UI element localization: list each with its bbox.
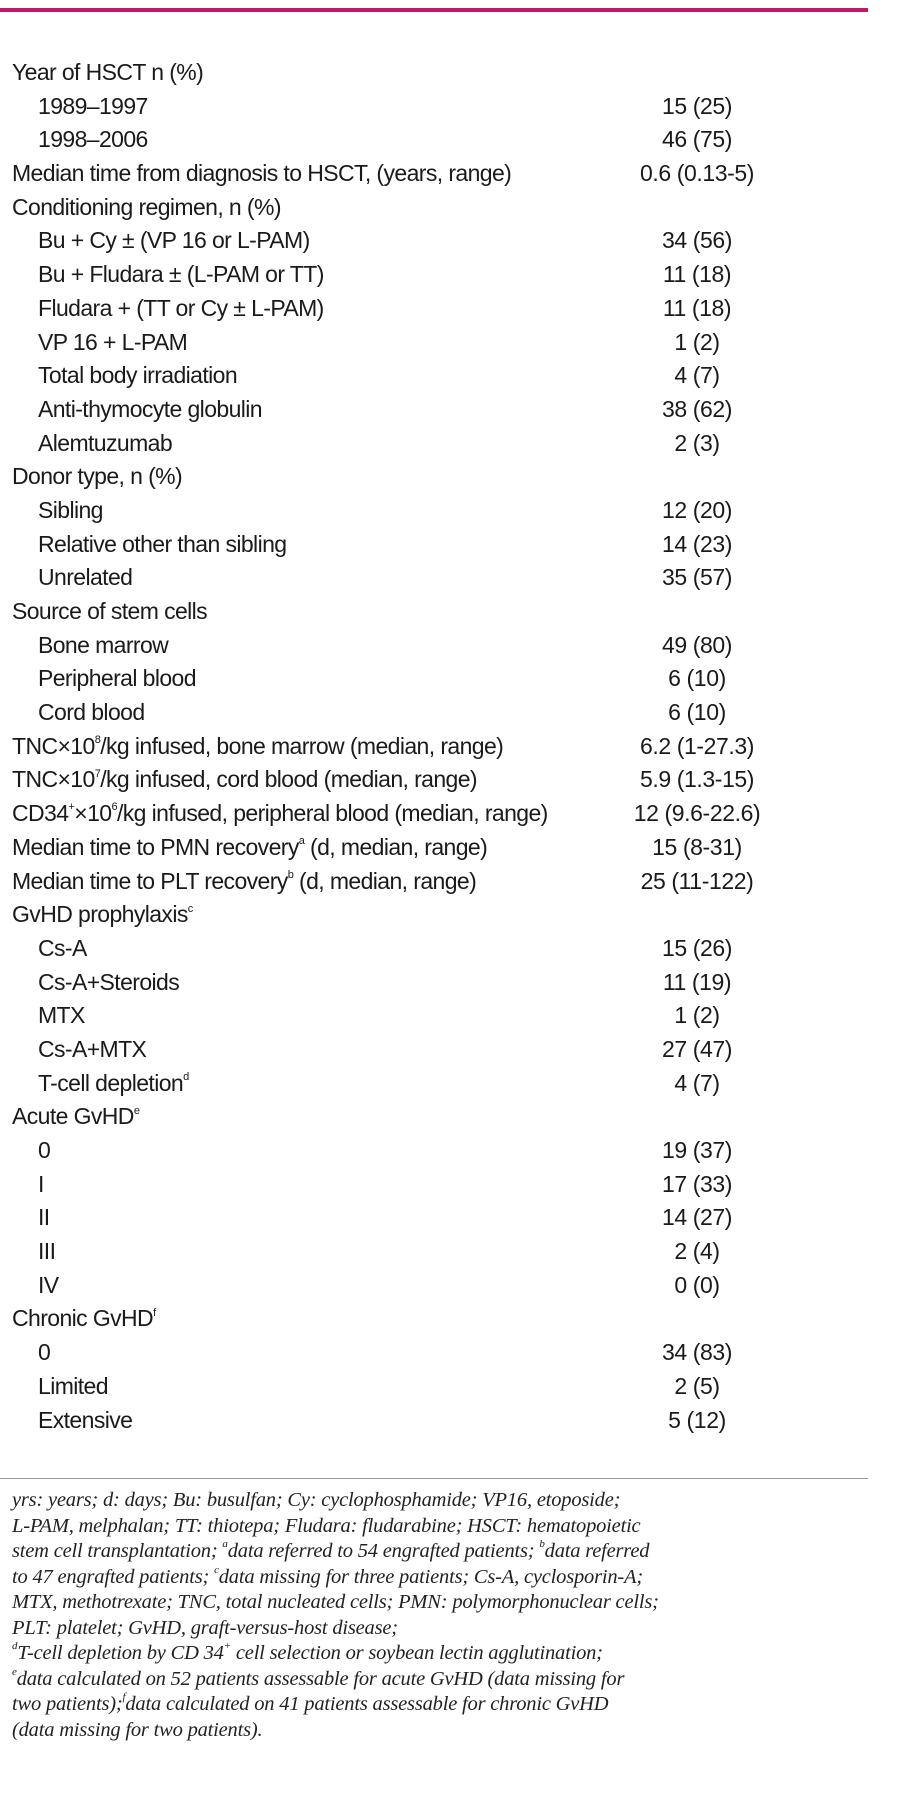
row-label bbox=[38, 561, 132, 595]
row-value: 17 (33) bbox=[661, 1170, 733, 1197]
table-row bbox=[12, 1370, 868, 1404]
row-value: 19 (37) bbox=[661, 1137, 733, 1163]
row-label bbox=[38, 1336, 50, 1370]
row-label bbox=[12, 1100, 139, 1134]
label-text: ×10 bbox=[74, 800, 112, 827]
row-label bbox=[12, 730, 503, 764]
row-label bbox=[12, 763, 477, 797]
label-superscript: b bbox=[287, 868, 294, 881]
footnote-text: data calculated on 52 patients assessable for acute GvHD (data missing for bbox=[16, 1667, 625, 1690]
row-value: 1 (2) bbox=[674, 1002, 720, 1029]
row-value: 11 (18) bbox=[662, 261, 732, 288]
row-label bbox=[12, 1302, 156, 1336]
footnote-marker: b bbox=[539, 1538, 545, 1551]
row-label bbox=[38, 932, 87, 966]
footnote-marker: f bbox=[122, 1691, 126, 1704]
table-row bbox=[12, 1302, 868, 1336]
row-label bbox=[38, 696, 145, 730]
characteristics-table bbox=[12, 56, 868, 1437]
row-value: 14 (23) bbox=[661, 530, 733, 557]
table-row bbox=[12, 662, 868, 696]
footnote-line bbox=[12, 1514, 852, 1540]
table-row bbox=[12, 696, 868, 730]
row-value: 4 (7) bbox=[674, 362, 720, 389]
row-label bbox=[38, 1370, 108, 1404]
table-row bbox=[12, 494, 868, 528]
row-value: 5.9 (1.3-15) bbox=[639, 766, 755, 793]
row-value: 34 (56) bbox=[661, 227, 733, 254]
row-label bbox=[38, 1235, 55, 1269]
table-footnotes bbox=[12, 1488, 852, 1743]
table-row bbox=[12, 1100, 868, 1134]
row-label bbox=[38, 528, 286, 562]
row-label bbox=[38, 1134, 50, 1168]
label-text: Bone marrow bbox=[38, 631, 169, 658]
footnote-marker: d bbox=[12, 1640, 18, 1653]
table-row bbox=[12, 56, 868, 90]
label-text: /kg infused, bone marrow (median, range) bbox=[100, 732, 504, 759]
table-row bbox=[12, 224, 868, 258]
table-row bbox=[12, 831, 868, 865]
table-row bbox=[12, 999, 868, 1033]
top-accent-rule bbox=[0, 8, 868, 12]
row-label bbox=[38, 662, 196, 696]
label-superscript: f bbox=[153, 1306, 156, 1319]
footnote-text: cell selection or soybean lectin agglutination; bbox=[230, 1642, 603, 1664]
label-text: T-cell depletion bbox=[38, 1069, 184, 1096]
row-value: 2 (5) bbox=[674, 1372, 720, 1399]
label-text: Chronic GvHD bbox=[12, 1305, 154, 1332]
label-text: Total body irradiation bbox=[38, 362, 238, 389]
table-row bbox=[12, 561, 868, 595]
label-text: II bbox=[38, 1204, 50, 1231]
row-label bbox=[38, 90, 148, 124]
footnote-line bbox=[12, 1539, 852, 1565]
table-row bbox=[12, 1168, 868, 1202]
label-text: Extensive bbox=[38, 1406, 133, 1433]
row-label bbox=[38, 1404, 132, 1438]
row-value: 14 (27) bbox=[661, 1204, 733, 1231]
label-text: Cs-A+MTX bbox=[38, 1035, 147, 1062]
table-row bbox=[12, 1033, 868, 1067]
row-label bbox=[38, 1269, 59, 1303]
footnote-text: MTX, methotrexate; TNC, total nucleated cells; PMN: polymorphonuclear cells; bbox=[12, 1591, 659, 1613]
table-row bbox=[12, 865, 868, 899]
table-row bbox=[12, 393, 868, 427]
table-row bbox=[12, 797, 868, 831]
label-text: Limited bbox=[38, 1372, 108, 1399]
label-text: Bu + Fludara ± (L-PAM or TT) bbox=[38, 261, 324, 288]
table-row bbox=[12, 1235, 868, 1269]
footnote-marker: a bbox=[222, 1538, 228, 1551]
footnote-marker: + bbox=[223, 1640, 231, 1653]
label-text: Median time from diagnosis to HSCT, (years, range) bbox=[12, 160, 512, 187]
label-text: Source of stem cells bbox=[12, 598, 208, 624]
row-value: 27 (47) bbox=[661, 1035, 733, 1062]
label-superscript: e bbox=[133, 1104, 140, 1117]
label-text: (d, median, range) bbox=[304, 833, 488, 860]
row-value: 34 (83) bbox=[661, 1339, 733, 1366]
row-label bbox=[38, 1168, 44, 1202]
row-value: 38 (62) bbox=[661, 395, 733, 422]
footnote-text: to 47 engrafted patients; bbox=[12, 1565, 215, 1588]
row-label bbox=[38, 629, 168, 663]
label-superscript: 7 bbox=[94, 767, 101, 780]
footnote-text: two patients); bbox=[12, 1693, 123, 1715]
row-label bbox=[38, 1067, 189, 1101]
footnote-text: data missing for three patients; Cs-A, cyclosporin-A; bbox=[218, 1565, 643, 1588]
table-row bbox=[12, 1269, 868, 1303]
table-row bbox=[12, 258, 868, 292]
row-value: 6 (10) bbox=[668, 699, 726, 726]
footnote-line bbox=[12, 1641, 852, 1667]
footnote-text: T-cell depletion by CD 34 bbox=[17, 1642, 224, 1664]
footnote-text: data referred to 54 engrafted patients; bbox=[227, 1540, 540, 1562]
label-text: Bu + Cy ± (VP 16 or L-PAM) bbox=[38, 227, 310, 254]
label-text: Cord blood bbox=[38, 699, 145, 726]
table-row bbox=[12, 1336, 868, 1370]
table-row bbox=[12, 191, 868, 225]
row-label bbox=[38, 224, 310, 258]
label-text: /kg infused, peripheral blood (median, range) bbox=[116, 800, 548, 827]
row-value: 11 (18) bbox=[662, 294, 732, 321]
row-label bbox=[38, 258, 324, 292]
table-row bbox=[12, 123, 868, 157]
row-label bbox=[38, 966, 179, 1000]
row-label bbox=[38, 326, 187, 360]
label-text: Anti-thymocyte globulin bbox=[38, 395, 262, 422]
label-superscript: + bbox=[68, 801, 75, 814]
label-text: I bbox=[38, 1170, 44, 1197]
table-row bbox=[12, 1404, 868, 1438]
footnote-line bbox=[12, 1616, 852, 1642]
table-row bbox=[12, 898, 868, 932]
row-value: 35 (57) bbox=[661, 564, 733, 591]
row-label bbox=[38, 359, 237, 393]
row-label bbox=[38, 427, 172, 461]
label-text: Sibling bbox=[38, 496, 103, 523]
label-text: Unrelated bbox=[38, 564, 133, 591]
table-row bbox=[12, 730, 868, 764]
row-value: 15 (8-31) bbox=[652, 833, 742, 860]
row-label bbox=[38, 123, 148, 157]
row-value: 6.2 (1-27.3) bbox=[639, 732, 755, 759]
label-text: CD34 bbox=[12, 800, 69, 827]
table-row bbox=[12, 90, 868, 124]
label-text: III bbox=[38, 1238, 56, 1265]
label-text: Cs-A bbox=[38, 934, 87, 961]
footnote-marker: e bbox=[12, 1665, 17, 1678]
row-label bbox=[38, 1201, 50, 1235]
label-text: Fludara + (TT or Cy ± L-PAM) bbox=[38, 294, 324, 321]
row-label bbox=[12, 595, 207, 629]
label-superscript: c bbox=[187, 902, 193, 915]
label-text: Acute GvHD bbox=[12, 1103, 134, 1130]
row-value: 15 (25) bbox=[661, 92, 733, 119]
footnote-line bbox=[12, 1718, 852, 1744]
label-text: GvHD prophylaxis bbox=[12, 901, 188, 928]
footnote-text: data referred bbox=[544, 1540, 650, 1562]
label-text: Relative other than sibling bbox=[38, 530, 287, 557]
row-label bbox=[12, 157, 511, 191]
footnote-line bbox=[12, 1590, 852, 1616]
row-value: 2 (3) bbox=[674, 429, 720, 456]
row-value: 11 (19) bbox=[662, 968, 732, 995]
label-text: Median time to PMN recovery bbox=[12, 833, 299, 860]
table-bottom-rule bbox=[0, 1478, 868, 1479]
footnote-text: (data missing for two patients). bbox=[12, 1718, 263, 1741]
footnote-text: data calculated on 41 patients assessable for chronic GvHD bbox=[125, 1693, 609, 1715]
table-row bbox=[12, 326, 868, 360]
row-value: 0.6 (0.13-5) bbox=[639, 160, 755, 187]
label-text: /kg infused, cord blood (median, range) bbox=[100, 766, 477, 793]
row-value: 15 (26) bbox=[661, 934, 733, 961]
footnote-line bbox=[12, 1667, 852, 1693]
label-text: IV bbox=[38, 1271, 59, 1298]
footnote-text: stem cell transplantation; bbox=[12, 1540, 223, 1562]
label-text: (d, median, range) bbox=[293, 867, 477, 894]
row-value: 5 (12) bbox=[668, 1406, 726, 1433]
row-label bbox=[38, 1033, 146, 1067]
label-text: Conditioning regimen, n (%) bbox=[12, 193, 281, 220]
row-value: 12 (9.6-22.6) bbox=[633, 800, 761, 827]
row-label bbox=[12, 56, 203, 90]
footnote-marker: c bbox=[214, 1563, 219, 1576]
label-text: Cs-A+Steroids bbox=[38, 968, 180, 995]
row-value: 12 (20) bbox=[661, 496, 733, 523]
label-text: Median time to PLT recovery bbox=[12, 867, 288, 894]
row-label bbox=[12, 831, 487, 865]
footnote-text: PLT: platelet; GvHD, graft-versus-host disease; bbox=[12, 1616, 398, 1639]
label-text: Peripheral blood bbox=[38, 665, 196, 692]
label-superscript: d bbox=[183, 1070, 189, 1083]
label-superscript: 8 bbox=[94, 734, 101, 747]
label-text: 0 bbox=[38, 1137, 51, 1163]
row-label bbox=[12, 797, 548, 831]
table-row bbox=[12, 932, 868, 966]
table-row bbox=[12, 1067, 868, 1101]
row-label bbox=[12, 191, 281, 225]
row-value: 2 (4) bbox=[674, 1238, 720, 1265]
label-text: Alemtuzumab bbox=[38, 429, 173, 456]
row-label bbox=[38, 292, 324, 326]
table-row bbox=[12, 528, 868, 562]
table-row bbox=[12, 763, 868, 797]
footnote-line bbox=[12, 1488, 852, 1514]
row-label bbox=[12, 898, 193, 932]
row-value: 0 (0) bbox=[674, 1271, 720, 1298]
label-superscript: 6 bbox=[111, 801, 117, 814]
table-row bbox=[12, 460, 868, 494]
label-text: Year of HSCT n (%) bbox=[12, 59, 204, 85]
row-value: 6 (10) bbox=[668, 665, 726, 692]
footnote-text: L-PAM, melphalan; TT: thiotepa; Fludara: fludarabine; HSCT: hematopoietic bbox=[12, 1514, 641, 1537]
row-label bbox=[38, 999, 85, 1033]
table-row bbox=[12, 359, 868, 393]
label-text: Donor type, n (%) bbox=[12, 463, 183, 490]
label-text: MTX bbox=[38, 1002, 85, 1029]
row-label bbox=[12, 865, 476, 899]
row-label bbox=[38, 393, 262, 427]
table-row bbox=[12, 427, 868, 461]
table-row bbox=[12, 1201, 868, 1235]
table-row bbox=[12, 1134, 868, 1168]
row-label bbox=[38, 494, 103, 528]
row-value: 1 (2) bbox=[674, 328, 720, 355]
row-label bbox=[12, 460, 182, 494]
label-text: TNC×10 bbox=[12, 732, 95, 759]
table-row bbox=[12, 292, 868, 326]
footnote-line bbox=[12, 1565, 852, 1591]
row-value: 46 (75) bbox=[661, 126, 733, 153]
footnote-line bbox=[12, 1692, 852, 1718]
table-row bbox=[12, 629, 868, 663]
table-row bbox=[12, 966, 868, 1000]
table-row bbox=[12, 157, 868, 191]
label-text: 0 bbox=[38, 1339, 51, 1366]
table-row bbox=[12, 595, 868, 629]
row-value: 25 (11-122) bbox=[640, 867, 754, 894]
footnote-text: yrs: years; d: days; Bu: busulfan; Cy: cyclophosphamide; VP16, etoposide; bbox=[12, 1489, 621, 1511]
label-superscript: a bbox=[298, 835, 305, 848]
label-text: 1998–2006 bbox=[38, 126, 148, 153]
row-value: 4 (7) bbox=[674, 1069, 720, 1096]
row-value: 49 (80) bbox=[661, 631, 733, 658]
label-text: VP 16 + L-PAM bbox=[38, 328, 188, 355]
label-text: TNC×10 bbox=[12, 766, 95, 793]
label-text: 1989–1997 bbox=[38, 92, 148, 119]
